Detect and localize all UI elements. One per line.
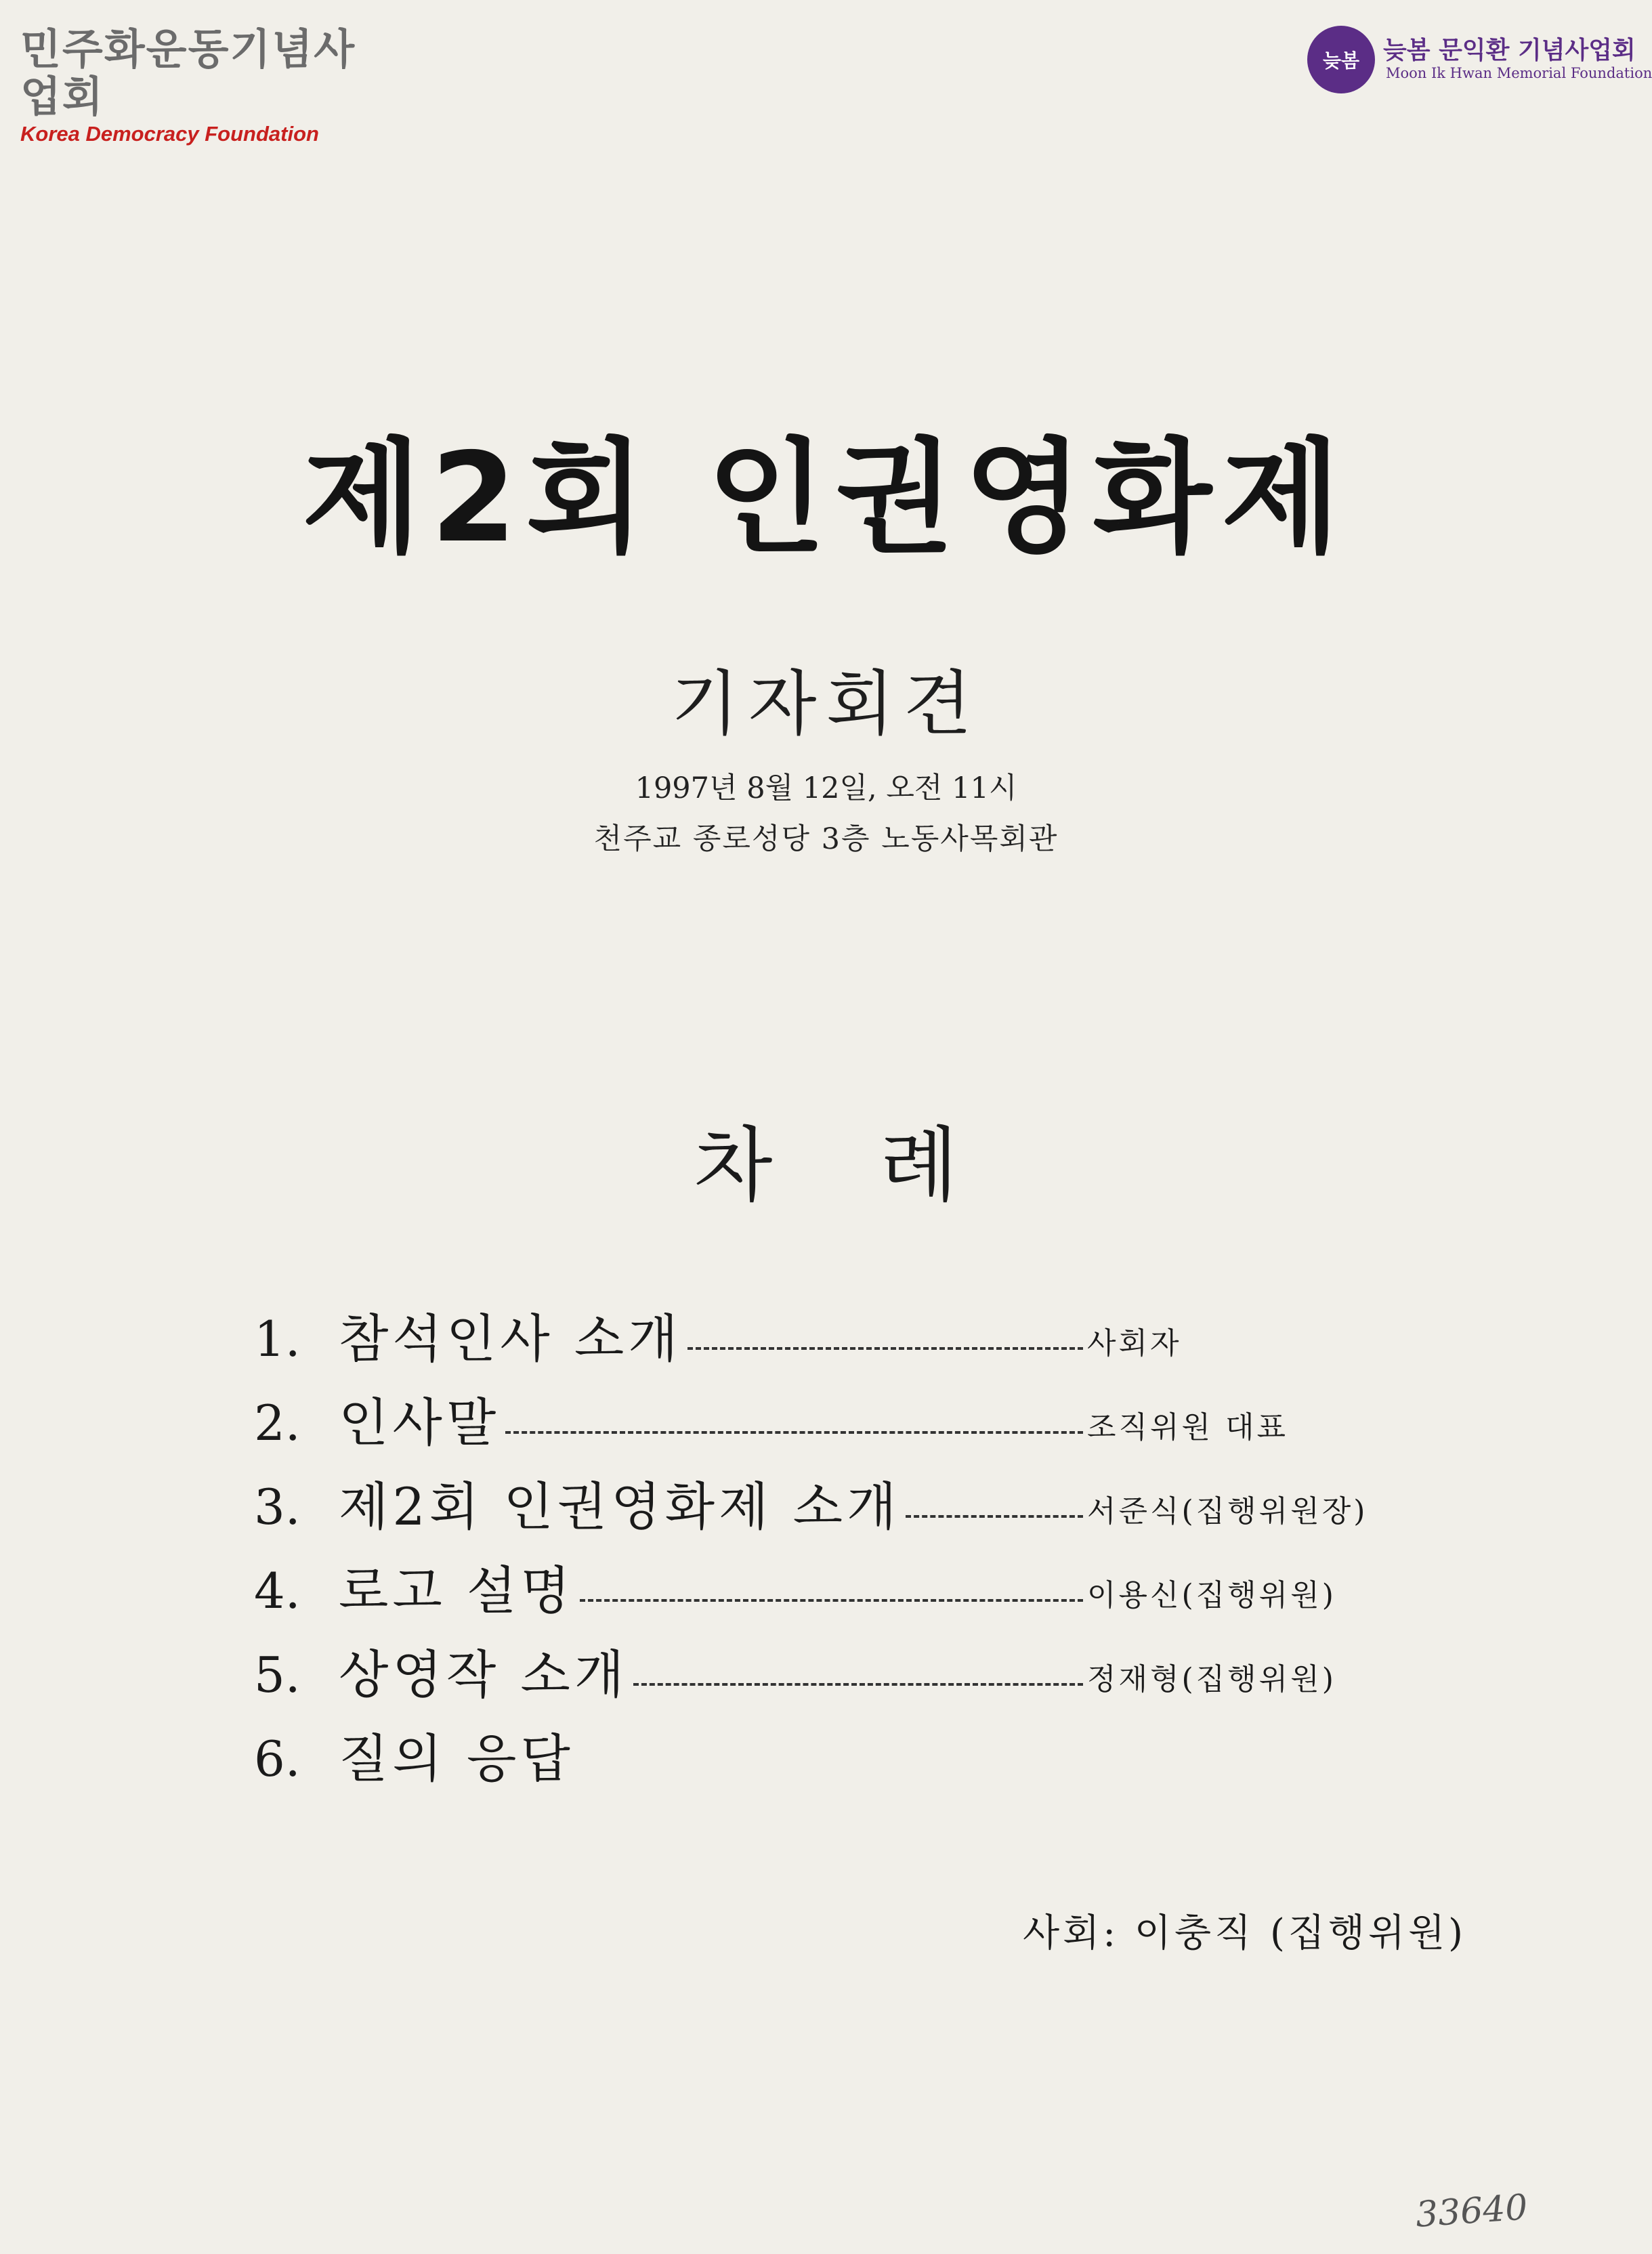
agenda-item xyxy=(254,1392,1473,1476)
dotted-leader xyxy=(687,1347,1083,1350)
agenda-list xyxy=(254,1309,1473,1812)
event-place: 천주교 종로성당 3층 노동사목회관 xyxy=(593,822,1059,856)
agenda-person: 정재형(집행위원) xyxy=(1087,1662,1336,1697)
agenda-label: 제2회 인권영화제 소개 xyxy=(339,1476,901,1537)
dotted-leader xyxy=(906,1515,1083,1518)
agenda-number: 3. xyxy=(254,1479,301,1535)
agenda-item xyxy=(254,1309,1473,1392)
toc-heading: 차 례 xyxy=(694,1119,958,1213)
agenda-item xyxy=(254,1644,1473,1728)
agenda-number: 6. xyxy=(254,1730,301,1787)
dotted-leader xyxy=(580,1599,1083,1602)
agenda-number: 4. xyxy=(254,1562,301,1619)
dotted-leader xyxy=(505,1431,1083,1434)
logo-korean-text: 늦봄 문익환 기념사업회 xyxy=(1383,37,1636,64)
moderator-note: 사회: 이충직 (집행위원) xyxy=(1023,1911,1467,1955)
agenda-label: 상영작 소개 xyxy=(339,1644,629,1705)
agenda-person: 조직위원 대표 xyxy=(1087,1410,1289,1445)
logo-korean-text: 민주화운동기념사업회 xyxy=(20,24,356,121)
document-subtitle: 기자회견 xyxy=(671,662,981,745)
agenda-number: 2. xyxy=(254,1395,301,1451)
korea-democracy-foundation-logo xyxy=(20,26,373,148)
agenda-label: 인사말 xyxy=(339,1392,501,1453)
event-date: 1997년 8월 12일, 오전 11시 xyxy=(635,771,1017,805)
dotted-leader xyxy=(633,1683,1083,1686)
agenda-item xyxy=(254,1476,1473,1560)
agenda-person: 이용신(집행위원) xyxy=(1087,1578,1336,1613)
document-title: 제2회 인권영화제 xyxy=(302,426,1350,570)
logo-english-text: Korea Democracy Foundation xyxy=(20,122,319,146)
agenda-label: 질의 응답 xyxy=(339,1728,574,1789)
agenda-item xyxy=(254,1728,1473,1812)
moon-ik-hwan-foundation-logo xyxy=(1307,26,1652,100)
agenda-number: 1. xyxy=(254,1311,301,1367)
agenda-person: 서준식(집행위원장) xyxy=(1087,1494,1368,1529)
agenda-number: 5. xyxy=(254,1646,301,1703)
foundation-seal-icon: 늦봄 xyxy=(1307,26,1375,93)
agenda-item xyxy=(254,1560,1473,1644)
agenda-label: 참석인사 소개 xyxy=(339,1309,682,1369)
handwritten-archive-number: 33640 xyxy=(1414,2187,1529,2236)
agenda-label: 로고 설명 xyxy=(339,1560,574,1621)
agenda-person: 사회자 xyxy=(1087,1326,1182,1361)
logo-english-text: Moon Ik Hwan Memorial Foundation xyxy=(1386,65,1652,81)
